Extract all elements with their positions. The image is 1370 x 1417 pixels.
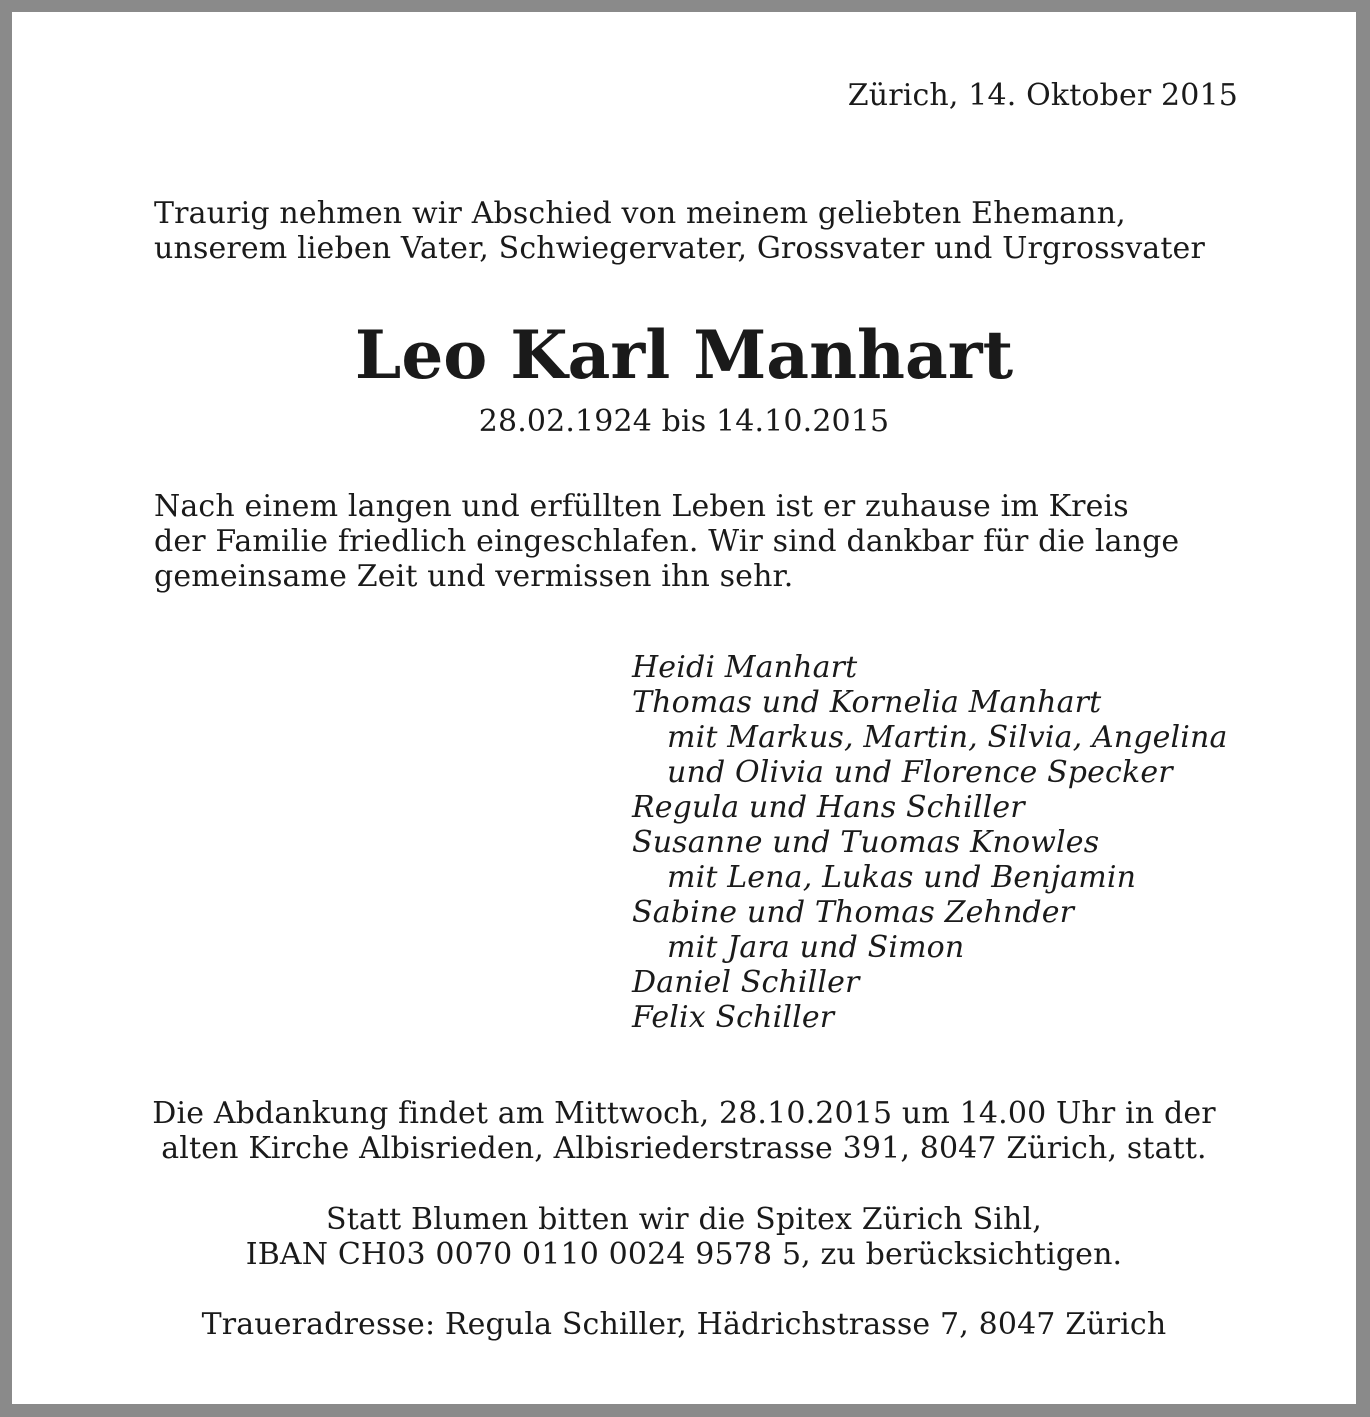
message-paragraph bbox=[154, 489, 1179, 594]
mourner-line: und Olivia und Florence Specker bbox=[667, 755, 1173, 790]
mourner-line: Heidi Manhart bbox=[632, 650, 858, 685]
donation-notice bbox=[12, 1202, 1356, 1272]
mourner-line: mit Jara und Simon bbox=[667, 930, 965, 965]
donation-line: IBAN CH03 0070 0110 0024 9578 5, zu berücksichtigen. bbox=[245, 1237, 1123, 1272]
mourner-line: Susanne und Tuomas Knowles bbox=[632, 825, 1100, 860]
message-line: gemeinsame Zeit und vermissen ihn sehr. bbox=[154, 559, 794, 594]
intro-line: unserem lieben Vater, Schwiegervater, Grossvater und Urgrossvater bbox=[154, 231, 1205, 266]
ceremony-line: alten Kirche Albisrieden, Albisriederstrasse 391, 8047 Zürich, statt. bbox=[161, 1131, 1207, 1166]
place-date: Zürich, 14. Oktober 2015 bbox=[847, 78, 1238, 113]
obituary-page bbox=[12, 12, 1356, 1404]
intro-paragraph bbox=[154, 196, 1205, 266]
lifespan-dates: 28.02.1924 bis 14.10.2015 bbox=[478, 404, 890, 439]
mourner-line: Thomas und Kornelia Manhart bbox=[632, 685, 1102, 720]
mourner-line: Daniel Schiller bbox=[632, 965, 860, 1000]
donation-line: Statt Blumen bitten wir die Spitex Zürich Sihl, bbox=[326, 1202, 1042, 1237]
message-line: der Familie friedlich eingeschlafen. Wir sind dankbar für die lange bbox=[154, 524, 1180, 559]
mourner-line: mit Lena, Lukas und Benjamin bbox=[667, 860, 1137, 895]
message-line: Nach einem langen und erfüllten Leben ist er zuhause im Kreis bbox=[154, 489, 1129, 524]
mourner-line: Regula und Hans Schiller bbox=[632, 790, 1025, 825]
mourner-line: mit Markus, Martin, Silvia, Angelina bbox=[667, 720, 1228, 755]
mourning-address: Traueradresse: Regula Schiller, Hädrichstrasse 7, 8047 Zürich bbox=[201, 1307, 1167, 1342]
ceremony-line: Die Abdankung findet am Mittwoch, 28.10.2015 um 14.00 Uhr in der bbox=[152, 1096, 1216, 1131]
deceased-name: Leo Karl Manhart bbox=[354, 316, 1014, 394]
mourners-list bbox=[632, 650, 1228, 1035]
mourner-line: Felix Schiller bbox=[632, 1000, 835, 1035]
intro-line: Traurig nehmen wir Abschied von meinem geliebten Ehemann, bbox=[154, 196, 1126, 231]
mourner-line: Sabine und Thomas Zehnder bbox=[632, 895, 1075, 930]
ceremony-notice bbox=[12, 1096, 1356, 1166]
